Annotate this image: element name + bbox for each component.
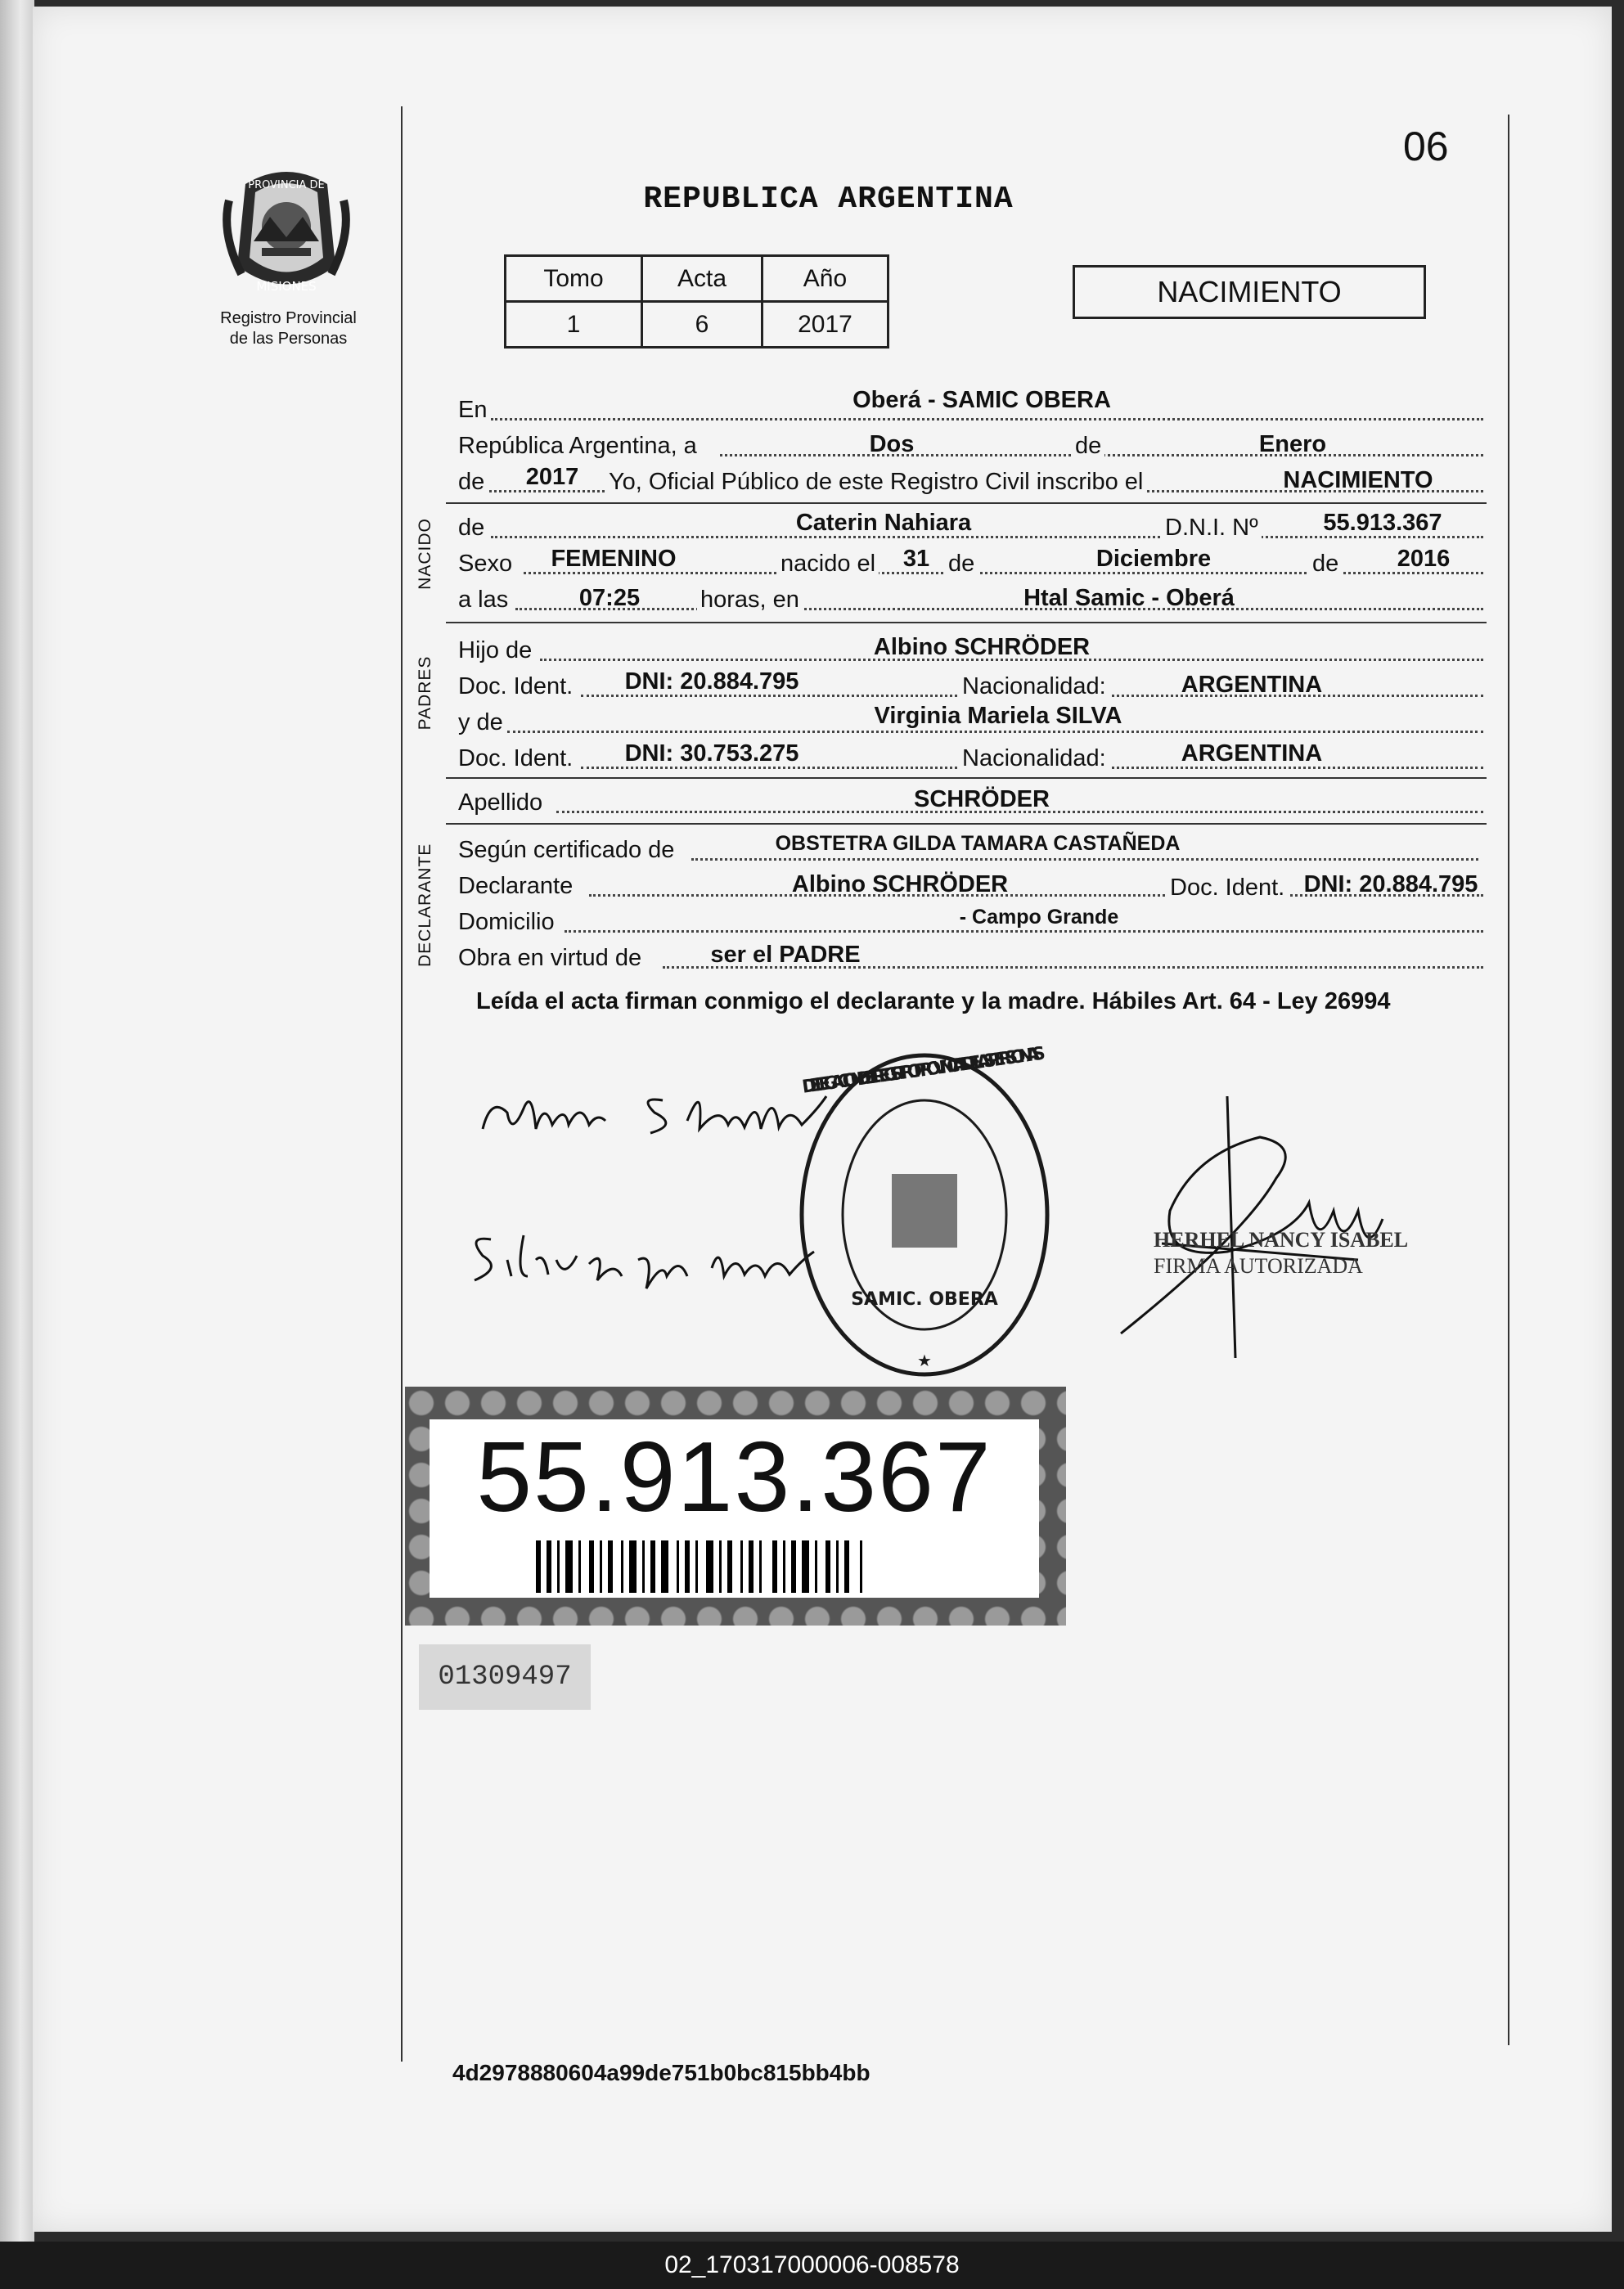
padre-doc-label: Doc. Ident. (458, 673, 576, 700)
row-declarante (458, 869, 1485, 902)
horas-label: horas, en (697, 587, 803, 614)
hora-value: 07:25 (578, 585, 641, 611)
apellido-value: SCHRÖDER (914, 786, 1050, 812)
year-prefix: de (458, 469, 488, 496)
sexo-value: FEMENINO (551, 546, 677, 572)
dni-label: D.N.I. Nº (1162, 515, 1262, 542)
separator (446, 622, 1487, 623)
tomo-value: 1 (506, 302, 642, 348)
anio-value: 2017 (763, 302, 888, 348)
row-madre-doc (458, 741, 1485, 774)
madre-nac-value: ARGENTINA (1181, 740, 1323, 767)
nombre-label: de (458, 515, 488, 542)
madre-doc-label: Doc. Ident. (458, 745, 576, 772)
registry-stamp-icon (785, 1043, 1064, 1387)
row-sexo (458, 546, 1485, 579)
de-label: de (1072, 433, 1104, 460)
padre-nac-label: Nacionalidad: (959, 673, 1109, 700)
barcode-bars-icon (536, 1540, 929, 1593)
adjacent-page-edge (0, 0, 34, 2242)
nacido-label: nacido el (777, 551, 879, 578)
tomo-acta-anio-table (504, 254, 889, 349)
nacido-de2: de (1309, 551, 1342, 578)
declarante-label: Declarante (458, 873, 576, 900)
inscribo-value: NACIMIENTO (1283, 467, 1433, 493)
row-nombre (458, 510, 1485, 543)
row-padre-doc (458, 669, 1485, 702)
row-madre (458, 705, 1485, 738)
document-title: REPUBLICA ARGENTINA (643, 182, 1014, 217)
madre-signature-icon (466, 1211, 826, 1293)
separator (446, 823, 1487, 825)
row-certificado (458, 833, 1485, 866)
row-inscribo (458, 465, 1485, 497)
separator (446, 502, 1487, 504)
republica-label: República Argentina, a (458, 433, 700, 460)
anio-header: Año (763, 256, 888, 302)
hijo-label: Hijo de (458, 637, 535, 664)
svg-text:★: ★ (917, 1351, 932, 1370)
en-value: Oberá - SAMIC OBERA (852, 387, 1111, 413)
nacido-de1: de (945, 551, 978, 578)
year-value: 2017 (525, 464, 579, 490)
sexo-label: Sexo (458, 551, 515, 578)
padre-value: Albino SCHRÖDER (873, 634, 1091, 660)
dni-value: 55.913.367 (1323, 510, 1442, 536)
svg-text:DELEGACION DEL REGISTRO PROVIN: DELEGACION DEL REGISTRO PROVINCIAL DE LAS PERSONAS (800, 1043, 1047, 1098)
record-kind-box: NACIMIENTO (1073, 265, 1426, 319)
file-name: 02_170317000006-008578 (664, 2251, 960, 2278)
nacido-day: 31 (902, 546, 930, 572)
certificado-value: OBSTETRA GILDA TAMARA CASTAÑEDA (775, 832, 1181, 855)
lugar-value: Htal Samic - Oberá (1023, 585, 1235, 611)
tomo-header: Tomo (506, 256, 642, 302)
madre-doc-value: DNI: 30.753.275 (624, 740, 799, 767)
row-apellido (458, 785, 1485, 818)
inscribo-label: Yo, Oficial Público de este Registro Civil inscribo el (605, 469, 1146, 496)
registry-label (196, 308, 380, 349)
row-domicilio (458, 905, 1485, 938)
declarante-value: Albino SCHRÖDER (791, 871, 1009, 897)
certificado-label: Según certificado de (458, 837, 677, 864)
month-value: Enero (1258, 431, 1327, 457)
control-number: 01309497 (419, 1644, 591, 1710)
separator (446, 777, 1487, 779)
official-role: FIRMA AUTORIZADA (1154, 1254, 1363, 1278)
row-obra (458, 941, 1485, 974)
barcode-sticker (405, 1387, 1066, 1626)
padre-nac-value: ARGENTINA (1181, 672, 1323, 698)
row-fecha (458, 429, 1485, 461)
barcode-number: 55.913.367 (476, 1421, 992, 1532)
nacido-month: Diciembre (1095, 546, 1212, 572)
domicilio-value: - Campo Grande (959, 906, 1119, 929)
row-en (458, 387, 1485, 425)
section-declarante: DECLARANTE (416, 843, 434, 967)
svg-text:MISIONES: MISIONES (256, 279, 317, 294)
obra-label: Obra en virtud de (458, 945, 645, 972)
section-padres: PADRES (416, 655, 434, 731)
row-hora (458, 582, 1485, 615)
declarante-doc-value: DNI: 20.884.795 (1303, 871, 1478, 897)
page-number: 06 (1403, 124, 1449, 169)
right-margin-line (1508, 115, 1509, 2045)
en-label: En (458, 397, 490, 424)
closing-text: Leída el acta firman conmigo el declarante y la madre. Hábiles Art. 64 - Ley 26994 (476, 988, 1391, 1014)
svg-text:SAMIC. OBERA: SAMIC. OBERA (851, 1289, 998, 1310)
apellido-label: Apellido (458, 789, 546, 816)
acta-value: 6 (642, 302, 763, 348)
padre-doc-value: DNI: 20.884.795 (624, 668, 799, 695)
official-name: HERHEL NANCY ISABEL (1154, 1228, 1409, 1252)
row-padre (458, 633, 1485, 666)
registry-label-line2: de las Personas (229, 330, 348, 348)
declarante-doc-label: Doc. Ident. (1167, 875, 1288, 902)
document-hash: 4d2978880604a99de751b0bc815bb4bb (452, 2060, 870, 2085)
section-nacido: NACIDO (416, 518, 434, 590)
obra-value: ser el PADRE (710, 942, 861, 968)
madre-value: Virginia Mariela SILVA (874, 703, 1122, 729)
yde-label: y de (458, 709, 506, 736)
madre-nac-label: Nacionalidad: (959, 745, 1109, 772)
official-block (1154, 1227, 1408, 1279)
nombre-value: Caterin Nahiara (795, 510, 972, 536)
acta-header: Acta (642, 256, 763, 302)
domicilio-label: Domicilio (458, 909, 558, 936)
day-value: Dos (869, 431, 915, 457)
barcode-label (430, 1419, 1039, 1598)
nacido-year: 2016 (1397, 546, 1451, 572)
registry-label-line1: Registro Provincial (220, 309, 357, 327)
svg-text:PROVINCIA DE: PROVINCIA DE (248, 179, 325, 191)
alas-label: a las (458, 587, 511, 614)
left-margin-line (401, 106, 403, 2062)
